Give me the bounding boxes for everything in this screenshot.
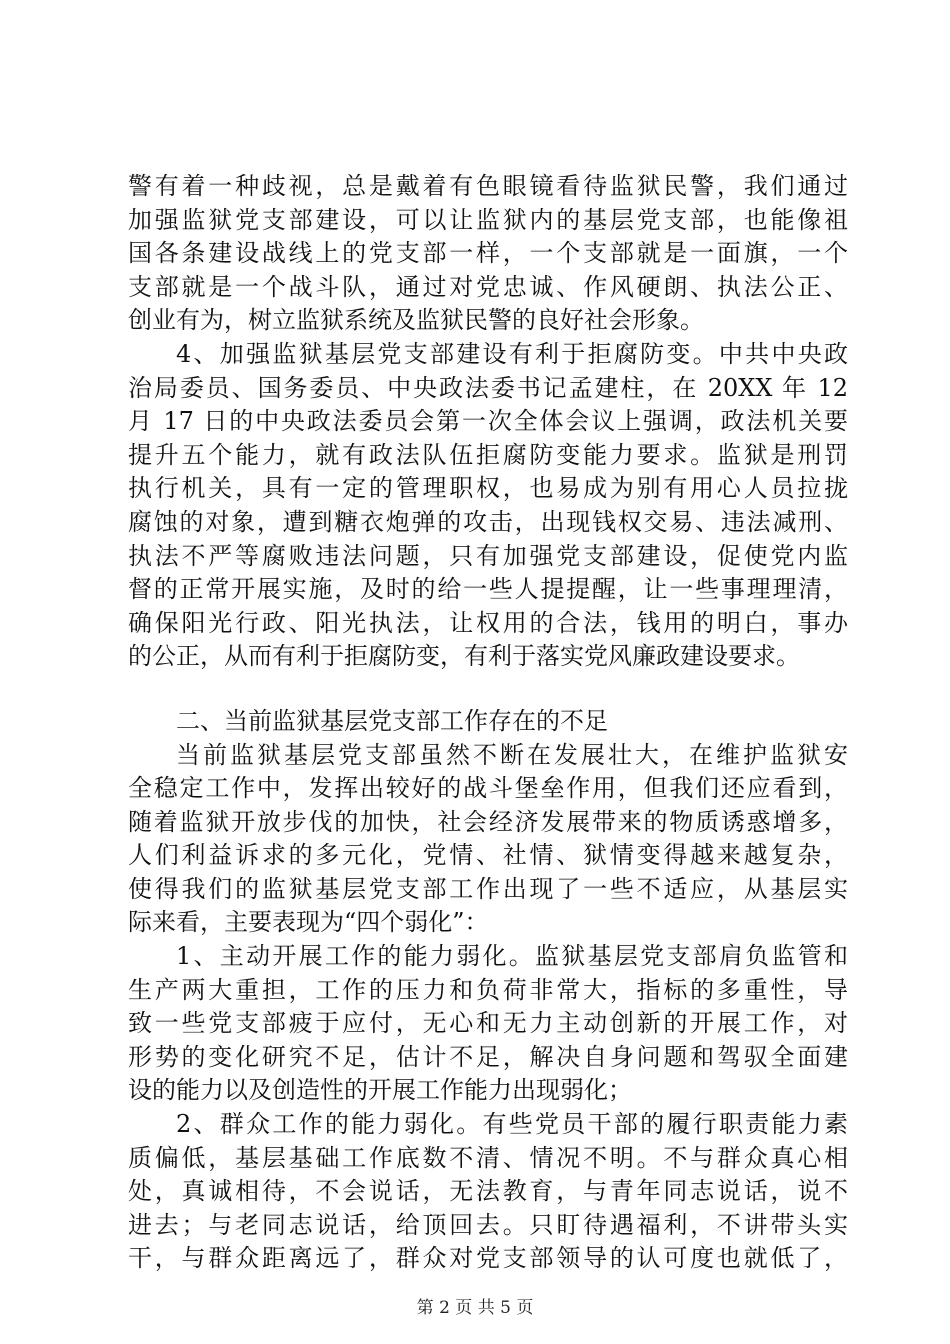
text-line: 的公正，从而有利于拒腐防变，有利于落实党风廉政建设要求。 bbox=[128, 642, 800, 671]
text-line: 使得我们的监狱基层党支部工作出现了一些不适应，从基层实 bbox=[128, 874, 848, 903]
document-body bbox=[128, 170, 848, 1276]
text-line: 人们利益诉求的多元化，党情、社情、狱情变得越来越复杂， bbox=[128, 841, 848, 870]
text-line: 际来看，主要表现为“四个弱化”： bbox=[128, 908, 489, 937]
section-heading: 二、当前监狱基层党支部工作存在的不足 bbox=[176, 706, 608, 735]
paragraph-weakness-2 bbox=[128, 1108, 848, 1276]
text-line: 处，真诚相待，不会说话，无法教育，与青年同志说话，说不 bbox=[128, 1177, 848, 1206]
text-line: 支部就是一个战斗队，通过对党忠诚、作风硬朗、执法公正、 bbox=[128, 272, 848, 301]
paragraph-section-2-intro bbox=[128, 739, 848, 941]
text-line: 执行机关，具有一定的管理职权，也易成为别有用心人员拉拢 bbox=[128, 474, 848, 503]
text-line: 生产两大重担，工作的压力和负荷非常大，指标的多重性，导 bbox=[128, 975, 848, 1004]
text-line: 督的正常开展实施，及时的给一些人提提醒，让一些事理理清， bbox=[128, 575, 848, 604]
page-footer: 第 2 页 共 5 页 bbox=[416, 1298, 534, 1318]
text-line: 警有着一种歧视，总是戴着有色眼镜看待监狱民警，我们通过 bbox=[128, 172, 848, 200]
paragraph-continuation bbox=[128, 170, 848, 338]
text-line: 随着监狱开放步伐的加快，社会经济发展带来的物质诱惑增多， bbox=[128, 807, 848, 836]
text-line: 进去；与老同志说话，给顶回去。只盯待遇福利，不讲带头实 bbox=[128, 1210, 848, 1239]
text-line: 1、主动开展工作的能力弱化。监狱基层党支部肩负监管和 bbox=[176, 942, 848, 971]
text-line: 创业有为，树立监狱系统及监狱民警的良好社会形象。 bbox=[128, 306, 704, 335]
text-line: 当前监狱基层党支部虽然不断在发展壮大，在维护监狱安 bbox=[176, 740, 848, 769]
paragraph-weakness-1 bbox=[128, 940, 848, 1108]
text-line: 国各条建设战线上的党支部一样，一个支部就是一面旗，一个 bbox=[128, 239, 848, 268]
text-line: 腐蚀的对象，遭到糖衣炮弹的攻击，出现钱权交易、违法减刑、 bbox=[128, 507, 848, 536]
text-line: 月 17 日的中央政法委员会第一次全体会议上强调，政法机关要 bbox=[128, 407, 848, 436]
text-line: 加强监狱党支部建设，可以让监狱内的基层党支部，也能像祖 bbox=[128, 205, 848, 234]
text-line: 质偏低，基层基础工作底数不清、情况不明。不与群众真心相 bbox=[128, 1143, 848, 1172]
text-line: 全稳定工作中，发挥出较好的战斗堡垒作用，但我们还应看到， bbox=[128, 774, 848, 803]
text-line: 2、群众工作的能力弱化。有些党员干部的履行职责能力素 bbox=[176, 1110, 848, 1139]
text-line: 干，与群众距离远了，群众对党支部领导的认可度也就低了， bbox=[128, 1244, 848, 1273]
paragraph-point-4 bbox=[128, 338, 848, 674]
text-line: 4、加强监狱基层党支部建设有利于拒腐防变。中共中央政 bbox=[176, 339, 848, 368]
text-line: 形势的变化研究不足，估计不足，解决自身问题和驾驭全面建 bbox=[128, 1042, 848, 1071]
text-line: 执法不严等腐败违法问题，只有加强党支部建设，促使党内监 bbox=[128, 541, 848, 570]
text-line: 提升五个能力，就有政法队伍拒腐防变能力要求。监狱是刑罚 bbox=[128, 440, 848, 469]
text-line: 治局委员、国务委员、中央政法委书记孟建柱，在 20XX 年 12 bbox=[128, 373, 848, 402]
text-line: 致一些党支部疲于应付，无心和无力主动创新的开展工作，对 bbox=[128, 1009, 848, 1038]
text-line: 设的能力以及创造性的开展工作能力出现弱化； bbox=[128, 1076, 632, 1105]
text-line: 确保阳光行政、阳光执法，让权用的合法，钱用的明白，事办 bbox=[128, 608, 848, 637]
